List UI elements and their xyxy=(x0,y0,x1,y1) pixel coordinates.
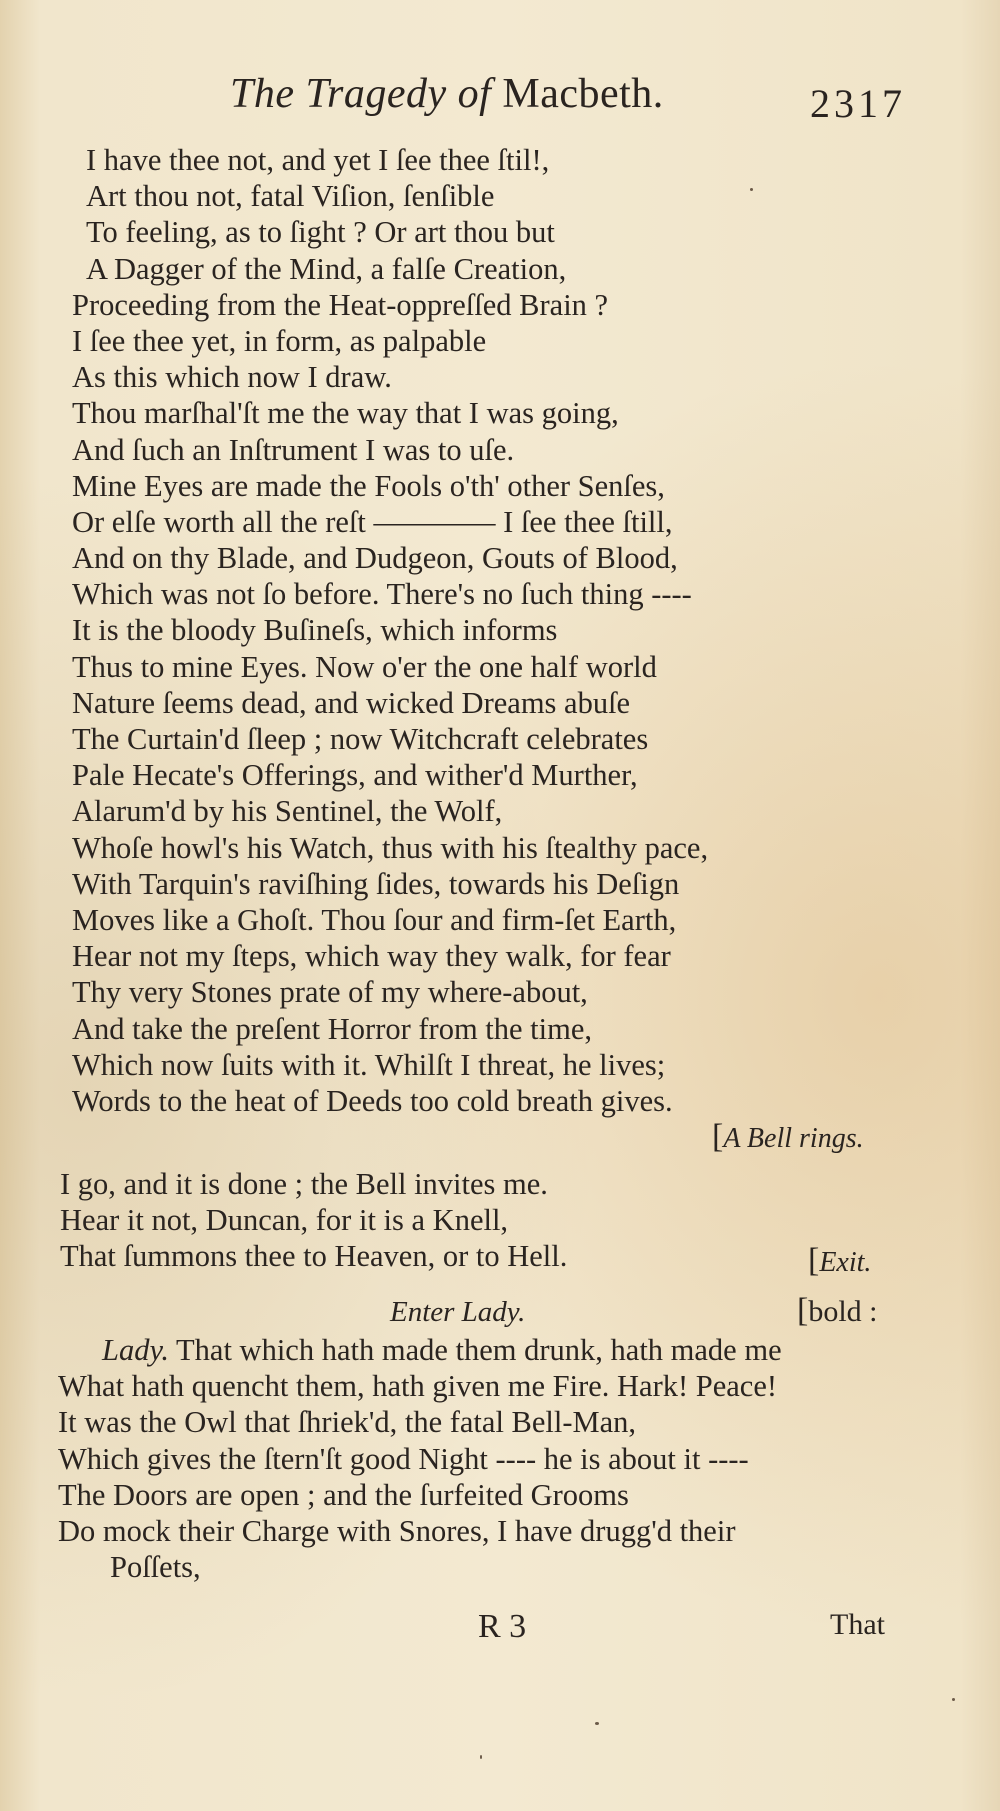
soliloquy-verse xyxy=(72,142,912,1119)
stage-bracket: [ xyxy=(712,1118,724,1155)
verse-line: That ſummons thee to Heaven, or to Hell. xyxy=(60,1239,568,1274)
stage-direction-exit xyxy=(808,1242,871,1280)
verse-line: I have thee not, and yet I ſee thee ſtil!, xyxy=(86,143,550,177)
paper-speck xyxy=(480,1755,482,1759)
running-head xyxy=(230,70,664,118)
page-number: 2317 xyxy=(810,81,906,126)
speech-first-line xyxy=(58,1332,958,1368)
speech-line: Which gives the ſtern'ſt good Night ---- he is about it ---- xyxy=(58,1441,749,1476)
speech-text: That which hath made them drunk, hath made me xyxy=(176,1333,782,1367)
verse-line: Pale Hecate's Offerings, and wither'd Murther, xyxy=(72,758,638,793)
verse-line: Or elſe worth all the reſt ———— I ſee thee ſtill, xyxy=(72,504,673,539)
speech-line: It was the Owl that ſhriek'd, the fatal Bell-Man, xyxy=(58,1405,637,1440)
verse-line: And ſuch an Inſtrument I was to uſe. xyxy=(72,432,515,467)
verse-line: I go, and it is done ; the Bell invites me. xyxy=(60,1167,548,1201)
verse-line: And on thy Blade, and Dudgeon, Gouts of Blood, xyxy=(72,541,678,576)
paper-speck xyxy=(952,1698,955,1701)
margin-note xyxy=(797,1292,878,1330)
macbeth-exit-lines xyxy=(60,1166,930,1275)
verse-line: To feeling, as to ſight ? Or art thou but xyxy=(86,215,555,250)
verse-line: With Tarquin's raviſhing ſides, towards his Deſign xyxy=(72,866,680,901)
verse-line: Thus to mine Eyes. Now o'er the one half world xyxy=(72,649,657,684)
title-prefix: The Tragedy of xyxy=(230,71,492,117)
verse-line: Alarum'd by his Sentinel, the Wolf, xyxy=(72,794,503,829)
verse-line: Whoſe howl's his Watch, thus with his ſtealthy pace, xyxy=(72,830,709,865)
speaker-name: Lady. xyxy=(102,1333,169,1367)
stage-bracket: [ xyxy=(797,1292,809,1329)
verse-line: Nature ſeems dead, and wicked Dreams abuſe xyxy=(72,685,631,720)
paper-speck xyxy=(750,188,753,191)
verse-line: It is the bloody Buſineſs, which informs xyxy=(72,613,558,648)
verse-line: Hear it not, Duncan, for it is a Knell, xyxy=(60,1203,509,1238)
speech-continuation: Poſſets, xyxy=(110,1550,201,1585)
margin-note-text: bold : xyxy=(808,1295,878,1328)
verse-line: And take the preſent Horror from the time, xyxy=(72,1011,593,1046)
stage-direction-enter: Enter Lady. xyxy=(390,1296,526,1328)
verse-line: Hear not my ſteps, which way they walk, for fear xyxy=(72,939,671,974)
lady-speech xyxy=(58,1332,958,1585)
speech-line: What hath quencht them, hath given me Fire. Hark! Peace! xyxy=(58,1369,778,1404)
stage-direction-bell-text: A Bell rings. xyxy=(723,1123,864,1154)
verse-line: Which now ſuits with it. Whilſt I threat, he lives; xyxy=(72,1047,666,1082)
verse-line: I ſee thee yet, in form, as palpable xyxy=(72,323,487,358)
speech-line: Do mock their Charge with Snores, I have drugg'd their xyxy=(58,1513,736,1548)
verse-line: Moves like a Ghoſt. Thou ſour and firm-ſet Earth, xyxy=(72,902,677,937)
verse-line: The Curtain'd ſleep ; now Witchcraft celebrates xyxy=(72,722,649,756)
stage-direction-bell xyxy=(712,1118,864,1156)
verse-line: Words to the heat of Deeds too cold breath gives. xyxy=(72,1083,673,1118)
verse-line: As this which now I draw. xyxy=(72,360,392,395)
verse-line: Thou marſhal'ſt me the way that I was going, xyxy=(72,396,619,431)
verse-line: Proceeding from the Heat-oppreſſed Brain ? xyxy=(72,287,609,322)
title-name: Macbeth. xyxy=(502,71,664,117)
paper-speck xyxy=(595,1722,599,1725)
signature-mark: R 3 xyxy=(478,1608,527,1645)
verse-line: Thy very Stones prate of my where-about, xyxy=(72,975,588,1010)
stage-direction-exit-text: Exit. xyxy=(819,1247,872,1278)
verse-line: A Dagger of the Mind, a falſe Creation, xyxy=(86,251,567,286)
stage-bracket: [ xyxy=(808,1242,820,1279)
verse-line: Art thou not, fatal Viſion, ſenſible xyxy=(86,179,495,214)
speech-line: The Doors are open ; and the ſurfeited Grooms xyxy=(58,1477,629,1512)
verse-line: Which was not ſo before. There's no ſuch thing ---- xyxy=(72,577,692,612)
catchword: That xyxy=(830,1608,885,1641)
verse-line: Mine Eyes are made the Fools o'th' other Senſes, xyxy=(72,468,665,503)
